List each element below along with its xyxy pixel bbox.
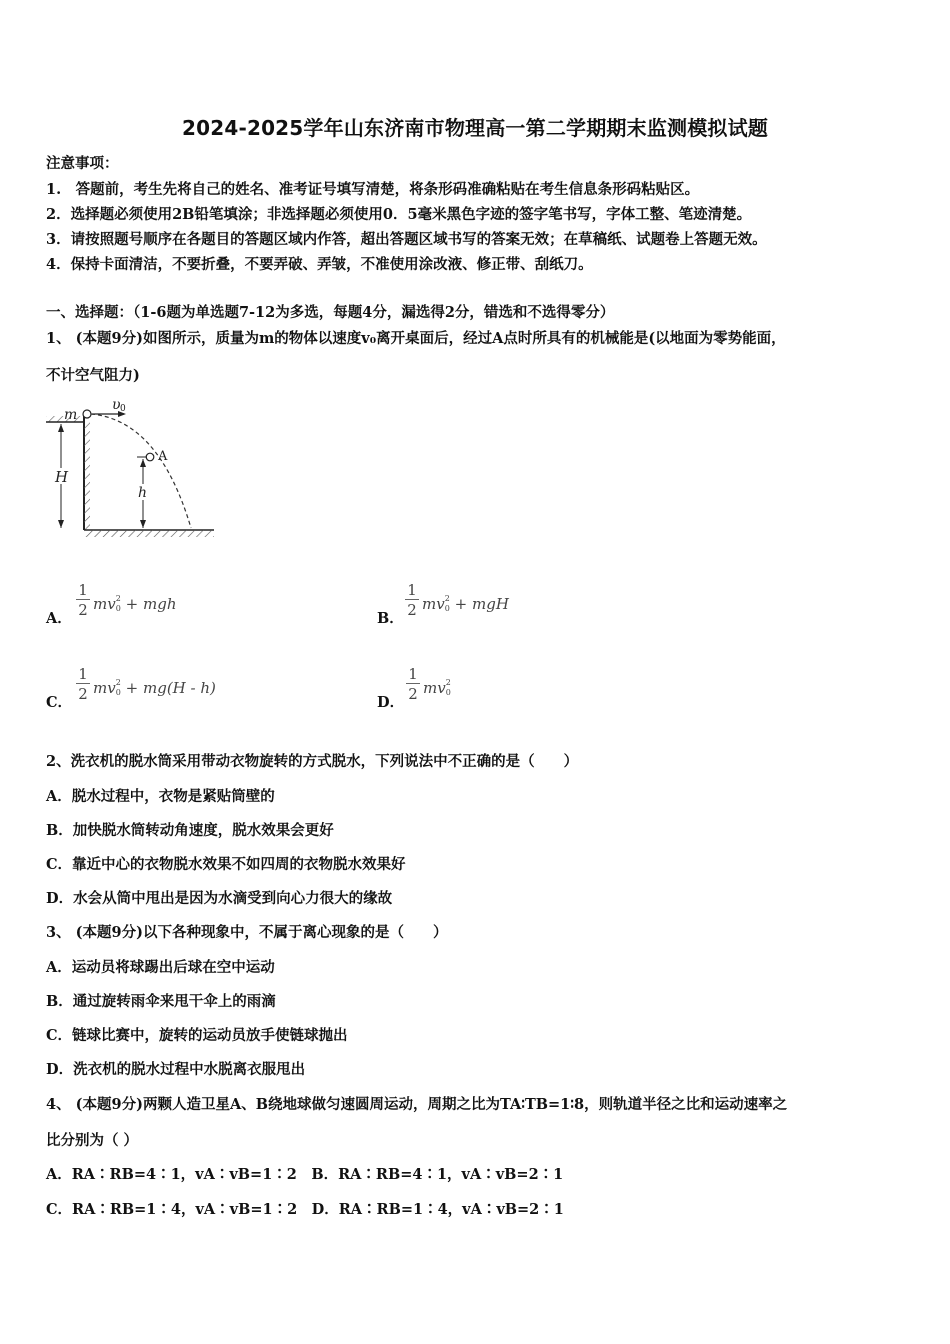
q4-options-CD: C．RA∶RB=1∶4，vA∶vB=1∶2 D．RA∶RB=1∶4，vA∶vB=2∶1 — [46, 1201, 564, 1218]
h-label: h — [138, 485, 148, 501]
section-heading: 一、选择题：（1-6题为单选题7-12为多选，每题4分，漏选得2分，错选和不选得零分） — [46, 304, 615, 321]
q2-option-D: D．水会从筒中甩出是因为水滴受到向心力很大的缘故 — [46, 890, 393, 907]
q1-option-D-fraction: $\frac{1}{2}$ — [406, 665, 420, 704]
q3-option-B: B．通过旋转雨伞来甩干伞上的雨滴 — [46, 993, 276, 1010]
q4-stem-line1: 4、 (本题9分)两颗人造卫星A、B绕地球做匀速圆周运动，周期之比为TA∶TB=1∶8，则轨道半径之比和运动速率之 — [46, 1096, 788, 1113]
H-label: H — [55, 468, 69, 486]
q4-options-AB: A．RA∶RB=4∶1，vA∶vB=1∶2 B．RA∶RB=4∶1，vA∶vB=2∶1 — [46, 1166, 564, 1183]
v0-subscript: 0 — [120, 404, 126, 414]
point-A — [146, 453, 154, 461]
q1-option-C-fraction: $\frac{1}{2}$ — [76, 665, 90, 704]
h-arrow-top — [140, 459, 146, 467]
q1-option-C-label: C． — [46, 694, 73, 711]
m-label: m — [64, 407, 78, 423]
q2-option-B: B．加快脱水筒转动角速度，脱水效果会更好 — [46, 822, 334, 839]
notice-item-1: 1. 答题前，考生先将自己的姓名、准考证号填写清楚，将条形码准确粘贴在考生信息条形码粘贴区。 — [46, 181, 700, 198]
q1-stem-line1: 1、 (本题9分)如图所示，质量为m的物体以速度v₀离开桌面后，经过A点时所具有的机械能是(以地面为零势能面， — [46, 330, 786, 347]
q1-option-B-fraction: $\frac{1}{2}$ — [405, 581, 419, 620]
q1-option-B-label: B． — [377, 610, 404, 627]
q2-option-C: C．靠近中心的衣物脱水效果不如四周的衣物脱水效果好 — [46, 856, 406, 873]
q1-option-D-label: D． — [377, 694, 405, 711]
q3-option-D: D．洗衣机的脱水过程中水脱离衣服甩出 — [46, 1061, 306, 1078]
q1-option-A-expression: $mv^2_0$ + mgh — [93, 594, 177, 613]
q1-option-C-expression: $mv^2_0 + mg(H - h)$ — [93, 678, 216, 697]
ground-hatch — [84, 530, 214, 537]
A-label: A — [158, 449, 168, 464]
q1-option-A-label: A． — [46, 610, 72, 627]
q3-option-C: C．链球比赛中，旋转的运动员放手使链球抛出 — [46, 1027, 348, 1044]
q3-option-A: A．运动员将球踢出后球在空中运动 — [46, 959, 275, 976]
q1-option-A-fraction: $\frac{1}{2}$ — [76, 581, 90, 620]
H-arrow-bottom — [58, 520, 64, 528]
trajectory-curve — [91, 414, 191, 528]
q3-stem: 3、 (本题9分)以下各种现象中，不属于离心现象的是（ ） — [46, 924, 448, 941]
v0-label: υ — [112, 397, 121, 413]
notice-item-4: 4．保持卡面清洁，不要折叠，不要弄破、弄皱，不准使用涂改液、修正带、刮纸刀。 — [46, 256, 593, 273]
page-title: 2024-2025学年山东济南市物理高一第二学期期末监测模拟试题 — [181, 116, 769, 140]
q1-option-D-expression: $mv^2_0$ — [423, 678, 451, 697]
notice-item-3: 3．请按照题号顺序在各题目的答题区域内作答，超出答题区域书写的答案无效；在草稿纸、试题卷上答题无效。 — [46, 231, 767, 248]
q2-option-A: A．脱水过程中，衣物是紧贴筒壁的 — [46, 788, 275, 805]
notice-item-2: 2．选择题必须使用2B铅笔填涂；非选择题必须使用0．5毫米黑色字迹的签字笔书写，字体工整、笔迹清楚。 — [46, 206, 752, 223]
ball-m — [83, 410, 91, 418]
H-arrow-top — [58, 424, 64, 432]
q4-stem-line2: 比分别为（ ） — [46, 1132, 139, 1149]
h-arrow-bottom — [140, 520, 146, 528]
table-side-hatch — [84, 422, 90, 530]
q2-stem: 2、洗衣机的脱水筒采用带动衣物旋转的方式脱水，下列说法中不正确的是（ ） — [46, 753, 579, 770]
q1-stem-line2: 不计空气阻力) — [46, 367, 140, 384]
notice-heading: 注意事项： — [46, 155, 119, 172]
projectile-figure — [44, 392, 219, 544]
q1-option-B-expression: $mv^2_0$ + mgH — [422, 594, 509, 613]
